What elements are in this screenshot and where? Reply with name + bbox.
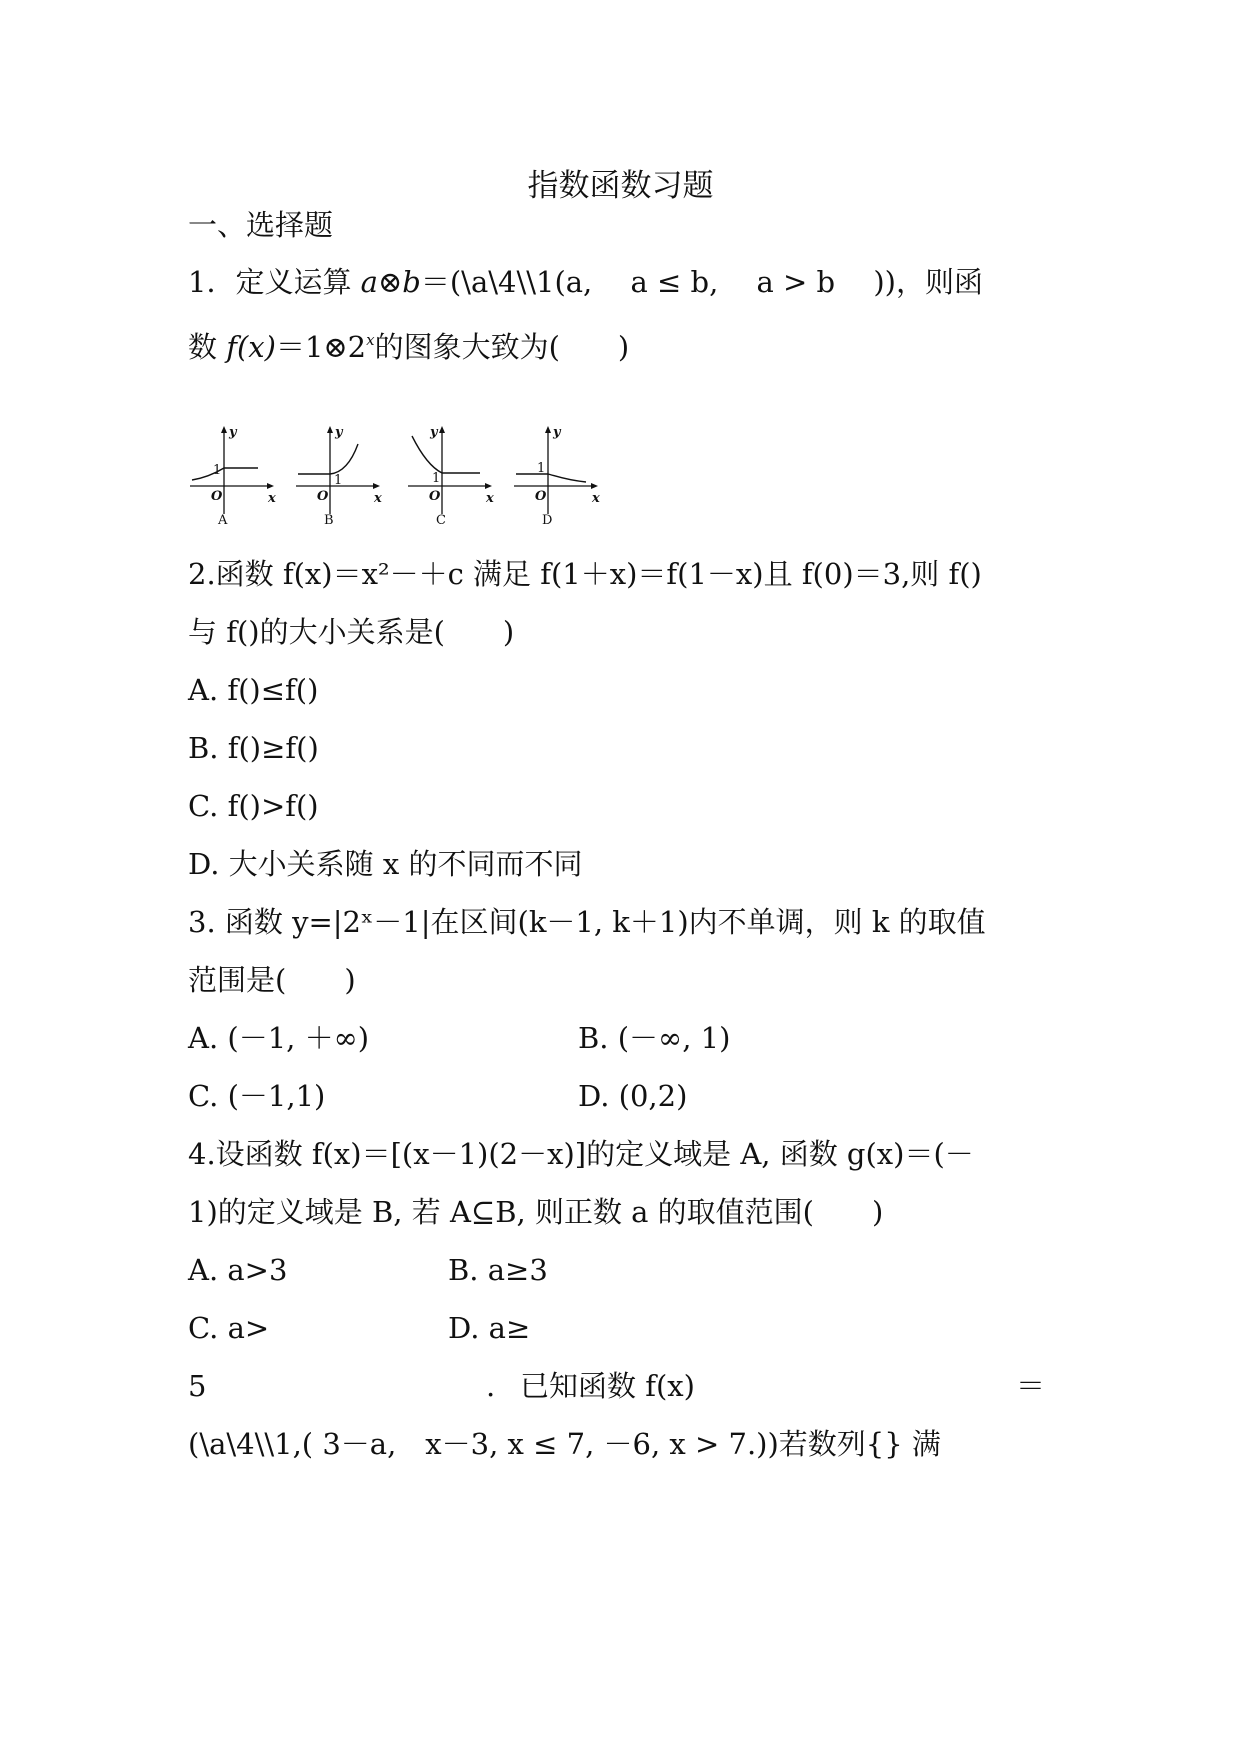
question-2-line-2: 与 f()的大小关系是( ) xyxy=(188,615,515,649)
graph-a-y-label: y xyxy=(229,425,237,440)
q1-func-name: f xyxy=(226,330,237,364)
q2-option-d: D. 大小关系随 x 的不同而不同 xyxy=(188,847,583,881)
graph-c-tick: 1 xyxy=(432,471,441,486)
q1-operator: ⊗ xyxy=(377,265,403,299)
section-heading: 一、选择题 xyxy=(188,208,334,242)
q3-option-b: B. (－∞, 1) xyxy=(578,1021,731,1055)
question-4-line-1: 4.设函数 f(x)＝[(x－1)(2－x)]的定义域是 A, 函数 g(x)＝(－ xyxy=(188,1137,974,1171)
question-3-line-1: 3. 函数 y=|2ˣ－1|在区间(k－1, k＋1)内不单调，则 k 的取值 xyxy=(188,905,986,939)
q3-option-c: C. (－1,1) xyxy=(188,1079,326,1113)
q2-option-c: C. f()>f() xyxy=(188,789,319,823)
q4-option-d: D. a≥ xyxy=(448,1311,531,1345)
q3-option-a: A. (－1, ＋∞) xyxy=(188,1021,370,1055)
q2-option-b: B. f()≥f() xyxy=(188,731,319,765)
q5-dot: . xyxy=(486,1369,496,1403)
graph-b xyxy=(294,424,394,534)
q5-equals: ＝ xyxy=(1016,1369,1046,1403)
q1-definition: ＝(\a\4\\1(a, a ≤ b, a > b ))，则函 xyxy=(420,265,983,299)
q4-option-c: C. a> xyxy=(188,1311,270,1345)
question-2-line-1: 2.函数 f(x)＝x²－＋c 满足 f(1＋x)＝f(1－x)且 f(0)＝3,则 f() xyxy=(188,557,982,591)
q1-exponent: x xyxy=(366,331,375,349)
graph-a xyxy=(188,424,288,534)
question-1-line-2 xyxy=(188,320,629,367)
q1-line2-prefix: 数 xyxy=(188,330,227,364)
q5-text: 已知函数 f(x) xyxy=(520,1369,695,1403)
graph-c-label: C xyxy=(436,513,446,528)
q4-option-a: A. a>3 xyxy=(188,1253,288,1287)
q1-var-a: a xyxy=(360,265,378,299)
graph-c-origin: O xyxy=(429,489,441,504)
q1-question-end: 的图象大致为( ) xyxy=(374,330,630,364)
graph-d xyxy=(512,424,612,534)
question-5-line-2: (\a\4\\1,( 3－a, x－3, x ≤ 7, －6, x > 7.))若数列{} 满 xyxy=(188,1427,941,1461)
q1-func-arg: (x) xyxy=(236,330,276,364)
q1-graph-options xyxy=(188,424,628,534)
graph-b-origin: O xyxy=(317,489,329,504)
graph-d-x-label: x xyxy=(592,491,600,506)
question-1-line-1 xyxy=(188,262,983,302)
q1-prefix: 1．定义运算 xyxy=(188,265,361,299)
graph-a-origin: O xyxy=(211,489,223,504)
graph-d-origin: O xyxy=(535,489,547,504)
graph-a-x-label: x xyxy=(268,491,276,506)
question-4-line-2: 1)的定义域是 B, 若 A⊆B, 则正数 a 的取值范围( ) xyxy=(188,1195,884,1229)
graph-b-y-label: y xyxy=(335,425,343,440)
graph-a-tick: 1 xyxy=(213,463,222,478)
q5-number: 5 xyxy=(188,1369,207,1403)
q1-var-b: b xyxy=(402,265,421,299)
graph-a-label: A xyxy=(218,513,228,528)
graph-c xyxy=(406,424,506,534)
graph-b-x-label: x xyxy=(374,491,382,506)
q2-option-a: A. f()≤f() xyxy=(188,673,319,707)
graph-d-tick: 1 xyxy=(537,461,546,476)
q3-option-d: D. (0,2) xyxy=(578,1079,688,1113)
graph-d-label: D xyxy=(542,513,553,528)
q4-option-b: B. a≥3 xyxy=(448,1253,548,1287)
graph-b-label: B xyxy=(324,513,334,528)
question-3-line-2: 范围是( ) xyxy=(188,963,356,997)
graph-c-x-label: x xyxy=(486,491,494,506)
graph-d-y-label: y xyxy=(553,425,561,440)
page-title: 指数函数习题 xyxy=(527,168,714,204)
graph-c-y-label: y xyxy=(430,425,438,440)
graph-b-tick: 1 xyxy=(334,473,343,488)
q1-func-body: ＝1⊗2 xyxy=(275,330,367,364)
